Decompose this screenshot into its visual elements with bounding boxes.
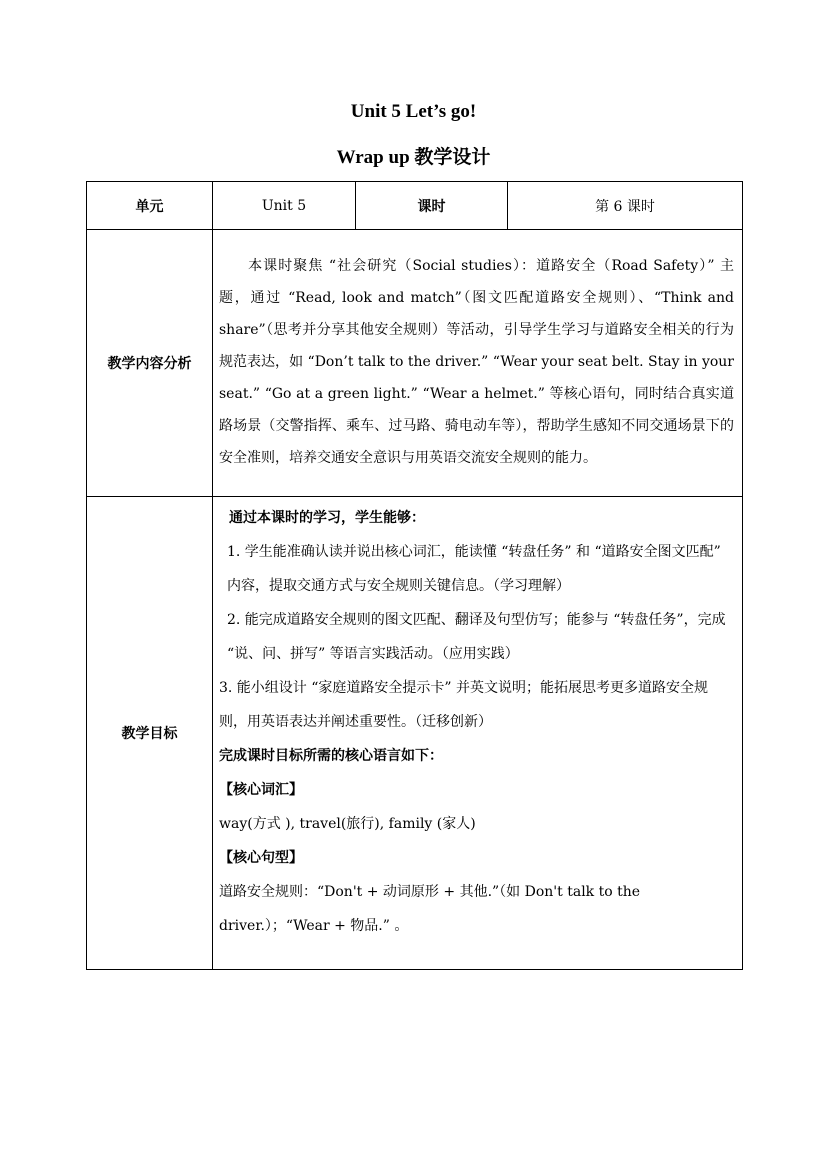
goals-cell bbox=[213, 497, 743, 970]
core-language-intro: 完成课时目标所需的核心语言如下： bbox=[219, 748, 443, 764]
goal-item-1: 1. 学生能准确认读并说出核心词汇，能读懂 “转盘任务” 和 “道路安全图文匹配” 内容，提取交通方式与安全规则关键信息。（学习理解） bbox=[227, 544, 721, 594]
analysis-text: 本课时聚焦 “社会研究（Social studies）：道路安全（Road Safety）” 主题，通过 “Read, look and match”（图文匹配道路安全规则）、“Think and share”（思考并分享其他安全规则）等活动，引导学生学习与道路安全相关的行为规范表达，如 “Don’t talk to the driver.” “Wear your seat belt. Stay in your seat.” “Go at a green light.” “Wear a helmet.” 等核心语句，同时结合真实道路场景（交警指挥、乘车、过马路、骑电动车等），帮助学生感知不同交通场景下的安全准则，培养交通安全意识与用英语交流安全规则的能力。 bbox=[219, 258, 734, 466]
period-label: 课时 bbox=[356, 182, 508, 230]
period-value: 第 6 课时 bbox=[508, 182, 743, 230]
document-title: Unit 5 Let’s go! bbox=[350, 101, 477, 122]
analysis-row bbox=[87, 230, 743, 497]
lesson-design-table bbox=[86, 181, 743, 970]
analysis-cell bbox=[213, 230, 743, 497]
goals-row bbox=[87, 497, 743, 970]
goals-intro: 通过本课时的学习，学生能够： bbox=[229, 510, 425, 526]
goal-item-3: 3. 能小组设计 “家庭道路安全提示卡” 并英文说明；能拓展思考更多道路安全规则，用英语表达并阐述重要性。（迁移创新） bbox=[219, 680, 709, 730]
unit-label: 单元 bbox=[87, 182, 213, 230]
document-subtitle: Wrap up 教学设计 bbox=[336, 147, 491, 168]
goals-label: 教学目标 bbox=[87, 497, 213, 970]
vocab-heading: 【核心词汇】 bbox=[219, 782, 303, 798]
sentence-heading: 【核心句型】 bbox=[219, 850, 303, 866]
goal-item-2: 2. 能完成道路安全规则的图文匹配、翻译及句型仿写；能参与 “转盘任务”，完成 “说、问、拼写” 等语言实践活动。（应用实践） bbox=[227, 612, 726, 662]
sentence-text: 道路安全规则：“Don't + 动词原形 + 其他.”（如 Don't talk to the driver.）；“Wear + 物品.” 。 bbox=[219, 884, 641, 934]
unit-value: Unit 5 bbox=[213, 182, 356, 230]
analysis-label: 教学内容分析 bbox=[87, 230, 213, 497]
vocab-text: way(方式 ), travel(旅行), family (家人) bbox=[219, 816, 476, 832]
header-row bbox=[87, 182, 743, 230]
